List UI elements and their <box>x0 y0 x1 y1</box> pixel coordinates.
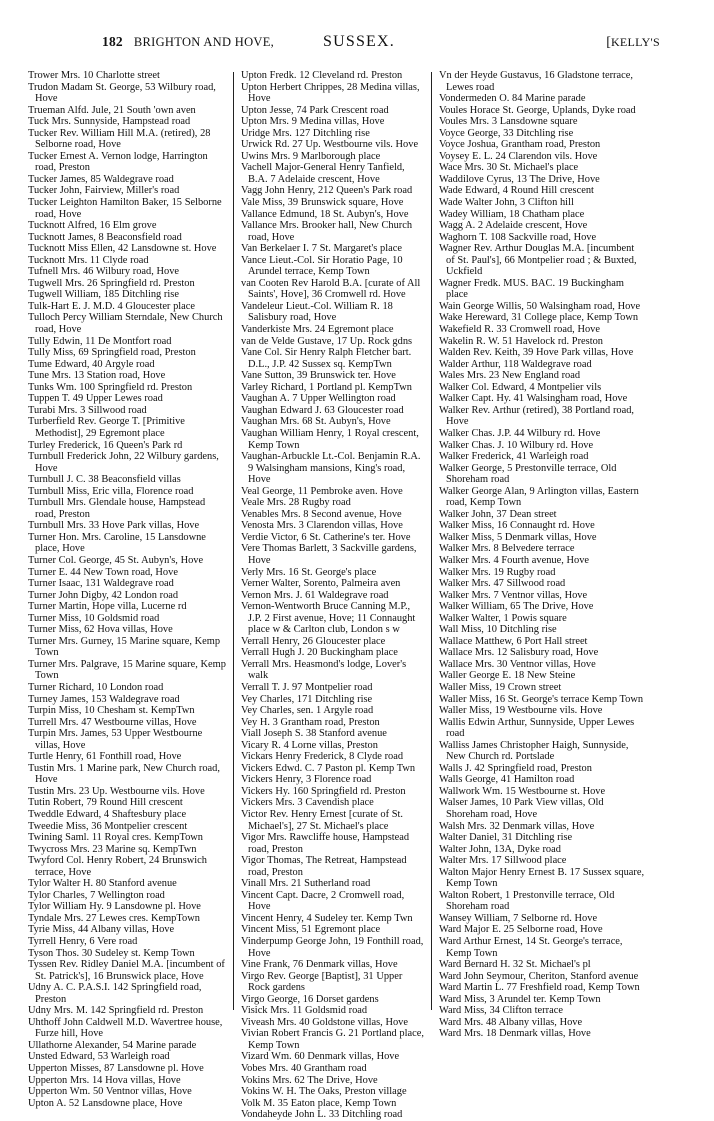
directory-entry: Walter Daniel, 31 Ditchling rise <box>439 832 573 844</box>
directory-column-3 <box>432 70 645 1040</box>
directory-entry: Wallace Mrs. 30 Ventnor villas, Hove <box>439 658 596 670</box>
directory-entry: Trower Mrs. 10 Charlotte street <box>28 70 160 81</box>
directory-entry: Uwins Mrs. 9 Marlborough place <box>241 150 381 162</box>
directory-entry: Vance Lieut.-Col. Sir Horatio Page, 10 Arundel terrace, Kemp Town <box>241 254 403 278</box>
directory-entry: Tugwell Mrs. 26 Springfield rd. Preston <box>28 277 195 289</box>
directory-entry: Tylor William Hy. 9 Lansdowne pl. Hove <box>28 901 201 913</box>
directory-entry: Vickers Henry, 3 Florence road <box>241 774 372 786</box>
directory-entry: Walker Frederick, 41 Warleigh road <box>439 451 589 463</box>
directory-entry: Wakefield R. 33 Cromwell road, Hove <box>439 324 600 336</box>
directory-entry: Varley Richard, 1 Portland pl. KempTwn <box>241 381 412 393</box>
running-head-publisher <box>606 35 660 51</box>
directory-entry: Ward Arthur Ernest, 14 St. George's terrace, Kemp Town <box>439 936 623 959</box>
directory-entry: Vanderkiste Mrs. 24 Egremont place <box>241 324 394 336</box>
directory-entry: Turnbull Mrs. 33 Hove Park villas, Hove <box>28 520 200 532</box>
directory-entry: Voyce Joshua, Grantham road, Preston <box>439 139 601 151</box>
directory-entry: Tulloch Percy William Sterndale, New Church road, Hove <box>28 312 223 336</box>
directory-entry: Wagg A. 2 Adelaide crescent, Hove <box>439 220 588 232</box>
directory-entry: Turnbull Frederick John, 22 Wilbury gardens, Hove <box>28 451 219 474</box>
directory-entry: Verrall T. J. 97 Montpelier road <box>241 681 373 693</box>
directory-entry: Vandeleur Lieut.-Col. William R. 18 Salisbury road, Hove <box>241 300 393 324</box>
directory-entry: Waller George E. 18 New Steine <box>439 670 576 682</box>
directory-entry: Vaughan Mrs. 68 St. Aubyn's, Hove <box>241 416 391 428</box>
directory-entry: Tweddle Edward, 4 Shaftesbury place <box>28 809 187 820</box>
directory-entry: van Cooten Rev Harold B.A. [curate of All Saints', Hove], 36 Cromwell rd. Hove <box>241 277 421 301</box>
directory-entry: Vachell Major-General Henry Tanfield, B.A. 7 Adelaide crescent, Hove <box>241 162 405 185</box>
directory-entry: Vincent Miss, 51 Egremont place <box>241 924 381 936</box>
directory-entry: Ward Major E. 25 Selborne road, Hove <box>439 924 603 936</box>
directory-entry: Tuck Mrs. Sunnyside, Hampstead road <box>28 116 191 128</box>
directory-entry: Tylor Charles, 7 Wellington road <box>28 889 165 901</box>
directory-entry: Walton Major Henry Ernest B. 17 Sussex square, Kemp Town <box>439 866 645 890</box>
directory-entry: Tully Edwin, 11 De Montfort road <box>28 335 172 347</box>
directory-entry: Walker Mrs. 4 Fourth avenue, Hove <box>439 554 590 566</box>
directory-entry: Verner Walter, Sorento, Palmeira aven <box>241 578 401 590</box>
directory-entry: Ward Miss, 34 Clifton terrace <box>439 1005 563 1017</box>
running-head <box>102 33 660 60</box>
directory-entry: Tulk-Hart E. J. M.D. 4 Gloucester place <box>28 300 196 312</box>
directory-entry: Voules Mrs. 3 Lansdowne square <box>439 116 578 128</box>
directory-column-1 <box>28 70 233 1109</box>
running-head-county: SUSSEX. <box>323 33 395 50</box>
directory-entry: Tucker Rev. William Hill M.A. (retired), 28 Selborne road, Hove <box>28 127 211 151</box>
directory-entry: Turner Isaac, 131 Waldegrave road <box>28 578 174 590</box>
directory-entry: Tylor Walter H. 80 Stanford avenue <box>28 878 177 890</box>
directory-entry: Ward Mrs. 18 Denmark villas, Hove <box>439 1028 591 1040</box>
directory-entry: Upton Fredk. 12 Cleveland rd. Preston <box>241 70 403 81</box>
directory-entry: Upperton Mrs. 14 Hova villas, Hove <box>28 1074 181 1086</box>
directory-entry: Tyson Thos. 30 Sudeley st. Kemp Town <box>28 947 195 959</box>
directory-entry: Vallance Mrs. Brooker hall, New Church road, Hove <box>241 220 413 243</box>
directory-entry: Visick Mrs. 11 Goldsmid road <box>241 1005 368 1017</box>
directory-entry: Twining Saml. 11 Royal cres. KempTown <box>28 832 203 844</box>
directory-entry: Waller Miss, 19 Crown street <box>439 681 562 693</box>
directory-entry: Waghorn T. 108 Sackville road, Hove <box>439 231 597 243</box>
directory-entry: Tyndale Mrs. 27 Lewes cres. KempTown <box>28 912 200 924</box>
directory-entry: Turpin Miss, 10 Chesham st. KempTwn <box>28 705 195 717</box>
directory-entry: Voyce George, 33 Ditchling rise <box>439 127 574 139</box>
directory-entry: Waller Miss, 19 Westbourne vils. Hove <box>439 705 603 717</box>
directory-entry: Volk M. 35 Eaton place, Kemp Town <box>241 1097 397 1109</box>
directory-entry: Vagg John Henry, 212 Queen's Park road <box>241 185 413 197</box>
directory-entry: Walker Miss, 16 Connaught rd. Hove <box>439 520 595 532</box>
directory-entry: Vallance Edmund, 18 St. Aubyn's, Hove <box>241 208 409 220</box>
directory-entry: Tutin Robert, 79 Round Hill crescent <box>28 797 183 809</box>
directory-entry: Tustin Mrs. 23 Up. Westbourne vils. Hove <box>28 785 205 797</box>
publisher-name: KELLY'S <box>610 35 660 49</box>
directory-entry: Verly Mrs. 16 St. George's place <box>241 566 377 578</box>
directory-entry: Turney James, 153 Waldegrave road <box>28 693 180 705</box>
directory-entry: Tully Miss, 69 Springfield road, Preston <box>28 347 196 359</box>
directory-entry: Veale Mrs. 28 Rugby road <box>241 497 351 509</box>
page-number: 182 <box>102 34 123 49</box>
directory-entry: Tufnell Mrs. 46 Wilbury road, Hove <box>28 266 180 278</box>
directory-entry: Ullathorne Alexander, 54 Marine parade <box>28 1039 197 1051</box>
directory-entry: Vokins Mrs. 62 The Drive, Hove <box>241 1074 378 1086</box>
directory-entry: Wall Miss, 10 Ditchling rise <box>439 624 557 636</box>
directory-entry: Walton Robert, 1 Prestonville terrace, Old Shoreham road <box>439 889 615 913</box>
directory-entry: Turtle Henry, 61 Fonthill road, Hove <box>28 751 182 763</box>
directory-entry: Turner Martin, Hope villa, Lucerne rd <box>28 601 187 613</box>
directory-entry: Uridge Mrs. 127 Ditchling rise <box>241 127 370 139</box>
directory-entry: Walker Chas. J.P. 44 Wilbury rd. Hove <box>439 427 601 439</box>
directory-entry: Ward Mrs. 48 Albany villas, Hove <box>439 1016 583 1028</box>
directory-entry: Walker Walter, 1 Powis square <box>439 612 567 624</box>
directory-entry: Wallis Edwin Arthur, Sunnyside, Upper Lewes road <box>439 716 635 740</box>
directory-entry: Verdie Victor, 6 St. Catherine's ter. Hove <box>241 531 411 543</box>
directory-entry: Walker George Alan, 9 Arlington villas, Eastern road, Kemp Town <box>439 485 639 509</box>
directory-entry: Walker Capt. Hy. 41 Walsingham road, Hove <box>439 393 628 405</box>
directory-entry: Udny Mrs. M. 142 Springfield rd. Preston <box>28 1005 204 1017</box>
directory-entry: Walsh Mrs. 32 Denmark villas, Hove <box>439 820 595 832</box>
directory-entry: Vere Thomas Barlett, 3 Sackville gardens, Hove <box>241 543 417 566</box>
open-bracket: [ <box>606 35 611 50</box>
directory-entry: Voules Horace St. George, Uplands, Dyke road <box>439 104 636 116</box>
directory-entry: Tyrie Miss, 44 Albany villas, Hove <box>28 924 175 936</box>
directory-entry: Udny A. C. P.A.S.I. 142 Springfield road, Preston <box>28 982 202 1005</box>
directory-entry: Walker William, 65 The Drive, Hove <box>439 601 594 613</box>
directory-entry: Upton A. 52 Lansdowne place, Hove <box>28 1097 183 1109</box>
directory-entry: Vaughan-Arbuckle Lt.-Col. Benjamin R.A. 9 Walsingham mansions, King's road, Hove <box>241 451 421 486</box>
directory-entry: Wace Mrs. 30 St. Michael's place <box>439 162 579 174</box>
running-head-left <box>102 34 274 50</box>
directory-entry: Vaughan A. 7 Upper Wellington road <box>241 393 396 405</box>
directory-entry: Vincent Henry, 4 Sudeley ter. Kemp Twn <box>241 912 413 924</box>
directory-entry: Vine Frank, 76 Denmark villas, Hove <box>241 959 398 971</box>
directory-entry: Wake Hereward, 31 College place, Kemp Town <box>439 312 639 324</box>
directory-entry: Turley Frederick, 16 Queen's Park rd <box>28 439 183 451</box>
directory-entry: Wakelin R. W. 51 Havelock rd. Preston <box>439 335 603 347</box>
directory-entry: Walser James, 10 Park View villas, Old Shoreham road, Hove <box>439 797 604 820</box>
directory-entry: Waller Miss, 16 St. George's terrace Kemp Town <box>439 693 644 705</box>
directory-entry: Walter Mrs. 17 Sillwood place <box>439 855 567 867</box>
directory-entry: Vickers Hy. 160 Springfield rd. Preston <box>241 785 406 797</box>
directory-entry: Tume Edward, 40 Argyle road <box>28 358 155 370</box>
directory-entry: Upperton Misses, 87 Lansdowne pl. Hove <box>28 1063 204 1075</box>
directory-entry: Vondermeden O. 84 Marine parade <box>439 93 586 105</box>
directory-entry: Turpin Mrs. James, 53 Upper Westbourne villas, Hove <box>28 728 203 751</box>
directory-entry: Vinall Mrs. 21 Sutherland road <box>241 878 371 890</box>
directory-entry: Wagner Rev. Arthur Douglas M.A. [incumbent of St. Paul's], 66 Montpelier road ; & Buxted, Uckfield <box>439 243 637 278</box>
directory-entry: Tune Mrs. 13 Station road, Hove <box>28 370 166 382</box>
directory-entry: Viall Joseph S. 38 Stanford avenue <box>241 728 387 740</box>
directory-entry: Walliss James Christopher Haigh, Sunnyside, New Church rd. Portslade <box>439 739 629 763</box>
directory-entry: Vickers Mrs. 3 Cavendish place <box>241 797 374 809</box>
directory-entry: Victor Rev. Henry Ernest [curate of St. Michael's], 27 St. Michael's place <box>241 809 404 832</box>
directory-entry: Ward Martin L. 77 Freshfield road, Kemp Town <box>439 982 640 994</box>
directory-columns <box>28 70 686 1121</box>
directory-entry: Verrall Mrs. Heasmond's lodge, Lover's walk <box>241 658 407 682</box>
directory-entry: Verrall Henry, 26 Gloucester place <box>241 635 386 647</box>
directory-entry: Tuppen T. 49 Upper Lewes road <box>28 393 163 405</box>
directory-entry: Vigor Thomas, The Retreat, Hampstead road, Preston <box>241 855 407 878</box>
directory-entry: Upton Jesse, 74 Park Crescent road <box>241 104 389 116</box>
directory-entry: Vey H. 3 Grantham road, Preston <box>241 716 380 728</box>
running-head-place: BRIGHTON AND HOVE, <box>133 35 275 49</box>
directory-entry: Walker Mrs. 8 Belvedere terrace <box>439 543 575 555</box>
directory-column-2 <box>234 70 431 1121</box>
directory-entry: Ward Bernard H. 32 St. Michael's pl <box>439 959 591 971</box>
directory-entry: Vernon Mrs. J. 61 Waldegrave road <box>241 589 389 601</box>
directory-entry: Vey Charles, 171 Ditchling rise <box>241 693 373 705</box>
directory-entry: Vaughan Edward J. 63 Gloucester road <box>241 404 404 416</box>
directory-entry: Turberfield Rev. George T. [Primitive Methodist], 29 Egremont place <box>28 416 185 439</box>
directory-entry: Walker George, 5 Prestonville terrace, Old Shoreham road <box>439 462 617 486</box>
directory-entry: Vobes Mrs. 40 Grantham road <box>241 1063 367 1075</box>
directory-entry: Turner John Digby, 42 London road <box>28 589 179 601</box>
directory-entry: Tucknott Alfred, 16 Elm grove <box>28 220 157 232</box>
directory-entry: Vale Miss, 39 Brunswick square, Hove <box>241 197 404 209</box>
directory-entry: Turrell Mrs. 47 Westbourne villas, Hove <box>28 716 197 728</box>
directory-entry: Vernon-Wentworth Bruce Canning M.P., J.P. 2 First avenue, Hove; 11 Connaught place w & Carlton club, London s w <box>241 601 416 636</box>
directory-entry: Upton Mrs. 9 Medina villas, Hove <box>241 116 385 128</box>
directory-entry: Turner Miss, 10 Goldsmid road <box>28 612 160 624</box>
directory-entry: Urwick Rd. 27 Up. Westbourne vils. Hove <box>241 139 419 151</box>
directory-entry: Vn der Heyde Gustavus, 16 Gladstone terrace, Lewes road <box>439 70 633 93</box>
directory-entry: Tucknott Mrs. 11 Clyde road <box>28 254 149 266</box>
directory-entry: Upperton Wm. 50 Ventnor villas, Hove <box>28 1086 192 1098</box>
directory-entry: Walter John, 13A, Dyke road <box>439 843 561 855</box>
directory-entry: Vigor Mrs. Rawcliffe house, Hampstead road, Preston <box>241 832 410 855</box>
directory-entry: Turner Mrs. Palgrave, 15 Marine square, Kemp Town <box>28 658 226 682</box>
directory-entry: Trueman Alfd. Jule, 21 South 'own aven <box>28 104 196 116</box>
directory-entry: Turner Richard, 10 London road <box>28 681 164 693</box>
directory-entry: Verrall Hugh J. 20 Buckingham place <box>241 647 398 659</box>
directory-entry: Walker Rev. Arthur (retired), 38 Portland road, Hove <box>439 404 635 428</box>
directory-entry: Wagner Fredk. MUS. BAC. 19 Buckingham place <box>439 277 624 301</box>
directory-entry: Walker John, 37 Dean street <box>439 508 557 520</box>
directory-entry: Tyrrell Henry, 6 Vere road <box>28 936 138 948</box>
directory-entry: Vincent Capt. Dacre, 2 Cromwell road, Hove <box>241 889 405 913</box>
directory-entry: Van Berkelaer I. 7 St. Margaret's place <box>241 243 402 255</box>
directory-entry: Tunks Wm. 100 Springfield rd. Preston <box>28 381 193 393</box>
directory-entry: Turner Mrs. Gurney, 15 Marine square, Kemp Town <box>28 635 221 659</box>
directory-entry: Walker Mrs. 47 Sillwood road <box>439 578 566 590</box>
directory-entry: Vicary R. 4 Lorne villas, Preston <box>241 739 378 751</box>
directory-entry: Viveash Mrs. 40 Goldstone villas, Hove <box>241 1016 408 1028</box>
directory-entry: Walker Mrs. 19 Rugby road <box>439 566 556 578</box>
directory-entry: Walden Rev. Keith, 39 Hove Park villas, Hove <box>439 347 634 359</box>
directory-entry: Turnbull Mrs. Glendale house, Hampstead road, Preston <box>28 497 206 520</box>
directory-entry: Vinderpump George John, 19 Fonthill road, Hove <box>241 936 424 959</box>
directory-entry: Walls J. 42 Springfield road, Preston <box>439 762 592 774</box>
directory-entry: Wain George Willis, 50 Walsingham road, Hove <box>439 300 641 312</box>
directory-entry: Vizard Wm. 60 Denmark villas, Hove <box>241 1051 400 1063</box>
directory-entry: Ward John Seymour, Cheriton, Stanford avenue <box>439 970 639 982</box>
directory-entry: Twycross Mrs. 23 Marine sq. KempTwn <box>28 843 197 855</box>
directory-entry: Vondaheyde John L. 33 Ditchling road <box>241 1109 403 1121</box>
directory-entry: Vane Col. Sir Henry Ralph Fletcher bart. D.L., J.P. 42 Sussex sq. KempTwn <box>241 347 412 370</box>
directory-entry: Wade Walter John, 3 Clifton hill <box>439 197 574 209</box>
directory-entry: Walls George, 41 Hamilton road <box>439 774 575 786</box>
directory-entry: Trudon Madam St. George, 53 Wilbury road, Hove <box>28 81 216 105</box>
directory-entry: Wansey William, 7 Selborne rd. Hove <box>439 912 598 924</box>
directory-entry: Tucker Ernest A. Vernon lodge, Harrington road, Preston <box>28 150 208 174</box>
directory-entry: Turner Col. George, 45 St. Aubyn's, Hove <box>28 554 204 566</box>
directory-entry: Venosta Mrs. 3 Clarendon villas, Hove <box>241 520 403 532</box>
directory-entry: Turabi Mrs. 3 Sillwood road <box>28 404 147 416</box>
directory-entry: Vey Charles, sen. 1 Argyle road <box>241 705 374 717</box>
directory-entry: Wallace Matthew, 6 Port Hall street <box>439 635 588 647</box>
directory-entry: Tucker Leighton Hamilton Baker, 15 Selborne road, Hove <box>28 197 222 220</box>
directory-entry: Uhthoff John Caldwell M.D. Wavertree house, Furze hill, Hove <box>28 1016 223 1040</box>
directory-entry: Voysey E. L. 24 Clarendon vils. Hove <box>439 150 598 162</box>
directory-entry: Tustin Mrs. 1 Marine park, New Church road, Hove <box>28 762 220 786</box>
directory-entry: Wadey William, 18 Chatham place <box>439 208 585 220</box>
directory-entry: Vickers Edwd. C. 7 Paston pl. Kemp Twn <box>241 762 416 774</box>
directory-entry: Tugwell William, 185 Ditchling rise <box>28 289 179 301</box>
directory-entry: Waddilove Cyrus, 13 The Drive, Hove <box>439 173 600 185</box>
directory-entry: Virgo Rev. George [Baptist], 31 Upper Rock gardens <box>241 970 403 994</box>
directory-entry: Turnbull J. C. 38 Beaconsfield villas <box>28 474 181 486</box>
directory-entry: Veal George, 11 Pembroke aven. Hove <box>241 485 403 497</box>
directory-entry: Vane Sutton, 39 Brunswick ter. Hove <box>241 370 396 382</box>
directory-entry: Walder Arthur, 118 Waldegrave road <box>439 358 592 370</box>
directory-entry: Tucknott James, 8 Beaconsfield road <box>28 231 182 243</box>
directory-entry: Wade Edward, 4 Round Hill crescent <box>439 185 594 197</box>
directory-entry: Wallace Mrs. 12 Salisbury road, Hove <box>439 647 599 659</box>
directory-entry: Venables Mrs. 8 Second avenue, Hove <box>241 508 402 520</box>
directory-entry: Walker Col. Edward, 4 Montpelier vils <box>439 381 602 393</box>
directory-entry: Vokins W. H. The Oaks, Preston village <box>241 1086 407 1098</box>
directory-entry: Tucker James, 85 Waldegrave road <box>28 173 174 185</box>
directory-entry: Turnbull Miss, Eric villa, Florence road <box>28 485 194 497</box>
directory-entry: Vivian Robert Francis G. 21 Portland place, Kemp Town <box>241 1028 424 1051</box>
directory-entry: Vickars Henry Frederick, 8 Clyde road <box>241 751 404 763</box>
directory-entry: Twyford Col. Henry Robert, 24 Brunswich terrace, Hove <box>28 855 207 878</box>
directory-entry: Tyssen Rev. Ridley Daniel M.A. [incumbent of St. Patrick's], 16 Brunswick place, Hove <box>28 959 225 982</box>
directory-entry: Turner Miss, 62 Hova villas, Hove <box>28 624 173 636</box>
directory-entry: Turner Hon. Mrs. Caroline, 15 Lansdowne place, Hove <box>28 531 206 555</box>
directory-entry: Walker Mrs. 7 Ventnor villas, Hove <box>439 589 588 601</box>
directory-entry: Walker Miss, 5 Denmark villas, Hove <box>439 531 597 543</box>
directory-entry: Turner E. 44 New Town road, Hove <box>28 566 178 578</box>
directory-entry: Tucknott Miss Ellen, 42 Lansdowne st. Hove <box>28 243 217 255</box>
directory-entry: Upton Herbert Chrippes, 28 Medina villas, Hove <box>241 81 420 105</box>
directory-entry: Wales Mrs. 23 New England road <box>439 370 581 382</box>
directory-entry: Walker Chas. J. 10 Wilbury rd. Hove <box>439 439 594 451</box>
directory-entry: Virgo George, 16 Dorset gardens <box>241 993 379 1005</box>
directory-entry: Vaughan William Henry, 1 Royal crescent, Kemp Town <box>241 427 419 451</box>
directory-entry: Wallwork Wm. 15 Westbourne st. Hove <box>439 785 606 797</box>
directory-entry: Ward Miss, 3 Arundel ter. Kemp Town <box>439 993 601 1005</box>
directory-entry: Tweedie Miss, 36 Montpelier crescent <box>28 820 188 832</box>
directory-entry: Tucker John, Fairview, Miller's road <box>28 185 180 197</box>
directory-entry: van de Velde Gustave, 17 Up. Rock gdns <box>241 335 413 347</box>
directory-entry: Unsted Edward, 53 Warleigh road <box>28 1051 170 1063</box>
